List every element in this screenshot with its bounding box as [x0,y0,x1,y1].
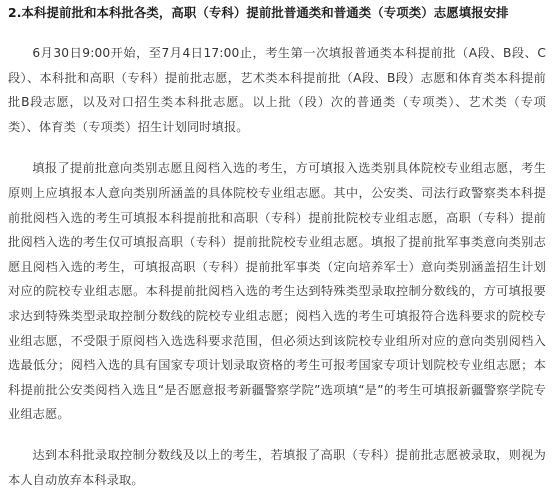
section-heading: 2.本科提前批和本科批各类，高职（专科）提前批普通类和普通类（专项类）志愿填报安排 [8,5,509,20]
paragraph-schedule: 6月30日9:00开始，至7月4日17:00止，考生第一次填报普通类本科提前批（A段、B段、C段）、本科批和高职（专科）提前批志愿，艺术类本科提前批（A段、B段）志愿和体育类本科提前批B段志愿，以及对口招生类本科批志愿。以上批（段）次的普通类（专项类）、艺术类（专项类）、体育类（专项类）招生计划同时填报。 [8,46,546,134]
paragraph-early-batch-rules: 填报了提前批意向类别志愿且阅档入选的考生，方可填报入选类别具体院校专业组志愿，考生原则上应填报本人意向类别所涵盖的具体院校专业组志愿。其中，公安类、司法行政警察类本科提前批阅档入选的考生可填报本科提前批和高职（专科）提前批院校专业组志愿，高职（专科）提前批阅档入选的考生仅可填报高职（专科）提前批院校专业组志愿。填报了提前批军事类意向类别志愿且阅档入选的考生，可填报高职（专科）提前批军事类（定向培养军士）意向类别涵盖招生计划对应的院校专业组志愿。本科提前批阅档入选的考生达到特殊类型录取控制分数线的，方可填报要求达到特殊类型录取控制分数线的院校专业组志愿；阅档入选的考生可填报符合选科要求的院校专业组志愿，不受限于原阅档入选选科要求范围，但必须达到该院校专业组所对应的意向类别阅档入选最低分；阅档入选的具有国家专项计划录取资格的考生可报考国家专项计划院校专业组志愿；本科提前批公安类阅档入选且“是否愿意报考新疆警察学院”选项填“是”的考生可填报新疆警察学院专业组志愿。 [8,161,546,422]
paragraph-admission-note: 达到本科批录取控制分数线及以上的考生，若填报了高职（专科）提前批志愿被录取，则视为本人自动放弃本科录取。 [8,447,546,487]
